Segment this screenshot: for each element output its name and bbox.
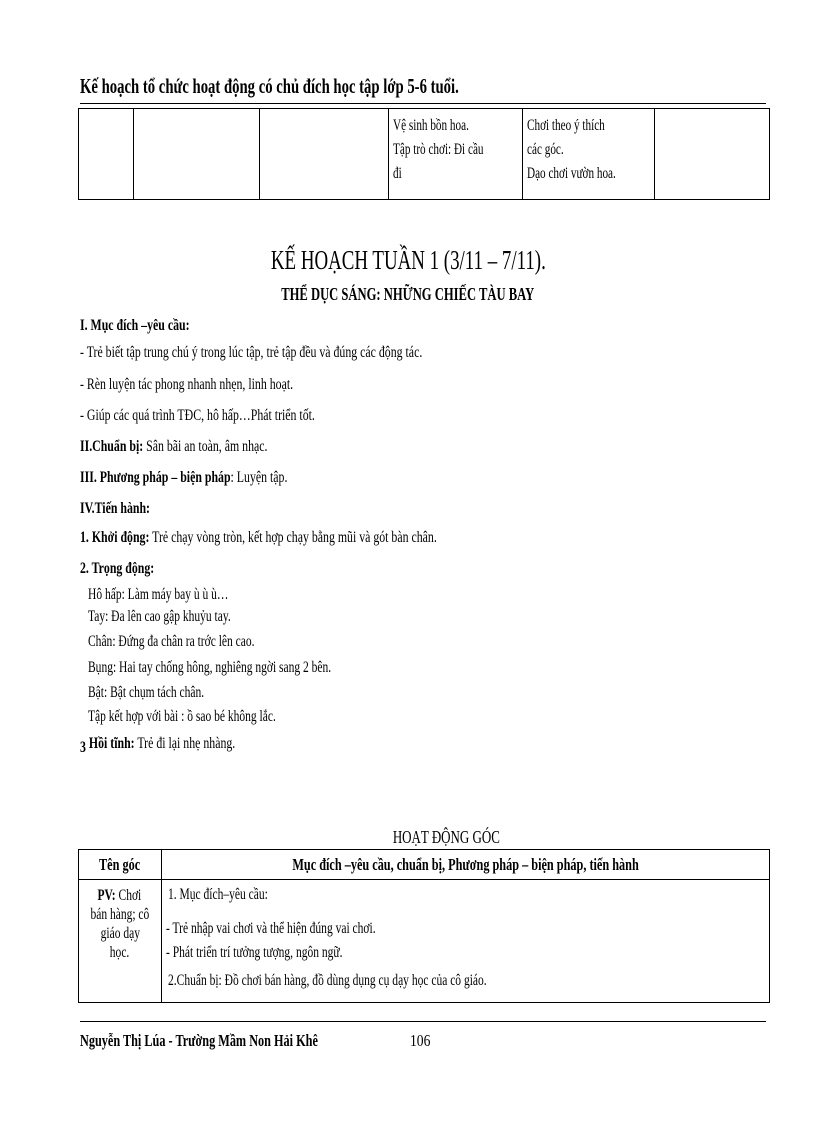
cell-line: Tập trò chơi: Đi cầu — [393, 141, 484, 158]
table-cell — [134, 109, 260, 200]
footer-author-text: Nguyễn Thị Lúa - Trường Mầm Non Hải Khê — [80, 1031, 318, 1050]
step-text: Trẻ chạy vòng tròn, kết hợp chạy bằng mũi và gót bàn chân. — [149, 529, 437, 546]
table-cell — [655, 109, 770, 200]
method-label: III. Phương pháp – biện pháp — [80, 469, 231, 486]
preparation-text: Sân bãi an toàn, âm nhạc. — [143, 438, 268, 455]
cell-line: Dạo chơi vườn hoa. — [527, 165, 617, 182]
page-header-title — [80, 74, 621, 98]
corner-label: giáo dạy — [100, 925, 140, 942]
section-preparation — [80, 437, 333, 457]
exercise-line — [88, 707, 349, 727]
header-rule — [80, 103, 766, 104]
table-cell — [161, 880, 769, 1003]
table-header-row — [79, 850, 770, 880]
goal-text: - Rèn luyện tác phong nhanh nhẹn, linh hoạt. — [80, 376, 294, 393]
corner-label-bold: PV: — [97, 887, 117, 904]
table-cell — [79, 880, 162, 1003]
page-number-text: 106 — [410, 1031, 431, 1050]
table-cell — [79, 109, 134, 200]
cell-line: các góc. — [527, 141, 564, 158]
step-cooldown — [80, 734, 290, 754]
step-label: 1. Khởi động: — [80, 529, 150, 546]
exercise-text: Bụng: Hai tay chống hông, nghiêng ngời sang 2 bên. — [88, 659, 332, 676]
exercise-text: Hô hấp: Làm máy bay ù ù ù… — [88, 586, 229, 603]
exercise-text: Tay: Đa lên cao gập khuỷu tay. — [88, 608, 231, 625]
section-purpose-heading — [80, 316, 228, 336]
exercise-line — [88, 658, 426, 678]
goal-text: - Giúp các quá trình TĐC, hô hấp…Phát triển tốt. — [80, 407, 315, 424]
header-text: Tên góc — [99, 854, 141, 874]
preparation-label: II.Chuẩn bị: — [80, 438, 144, 455]
corners-table — [78, 849, 770, 1003]
table-row — [79, 109, 770, 200]
plan-title-text: KẾ HOẠCH TUẦN 1 (3/11 – 7/11). — [270, 245, 546, 275]
table-cell — [260, 109, 389, 200]
corners-title-text: HOẠT ĐỘNG GÓC — [392, 827, 500, 847]
exercise-text: Bật: Bật chụm tách chân. — [88, 684, 205, 701]
exercise-line — [88, 683, 249, 703]
cell-line: Chơi theo ý thích — [527, 117, 606, 134]
cell-line: đi — [393, 165, 402, 182]
step-number: 3 — [80, 739, 86, 756]
section-heading-text: I. Mục đích –yêu cầu: — [80, 317, 190, 334]
corner-detail-line: 2.Chuẩn bị: Đồ chơi bán hàng, đồ dùng dụng cụ dạy học của cô giáo. — [167, 972, 487, 989]
exercise-text: Chân: Đứng đa chân ra trớc lên cao. — [88, 633, 255, 650]
corner-detail-line: 1. Mục đích–yêu cầu: — [167, 886, 268, 903]
table-cell — [389, 109, 523, 200]
header-title-text: Kế hoạch tổ chức hoạt động có chủ đích học tập lớp 5-6 tuổi. — [80, 74, 459, 98]
table-row — [79, 880, 770, 1003]
corner-label: Chơi — [116, 887, 142, 904]
step-text: Trẻ đi lại nhẹ nhàng. — [134, 735, 236, 752]
section-method — [80, 468, 360, 488]
table-cell — [523, 109, 655, 200]
corner-detail-line: - Phát triển trí tưởng tượng, ngôn ngữ. — [165, 944, 343, 961]
plan-subtitle-text: THỂ DỤC SÁNG: NHỮNG CHIẾC TÀU BAY — [281, 284, 535, 304]
plan-subtitle — [0, 283, 816, 305]
section-heading-text: IV.Tiến hành: — [80, 500, 150, 517]
section-procedure-heading — [80, 499, 175, 519]
goal-line — [80, 406, 397, 426]
corner-label: bán hàng; cô — [90, 906, 150, 923]
corner-detail-line: - Trẻ nhập vai chơi và thể hiện đúng vai chơi. — [165, 920, 376, 937]
corners-title — [0, 826, 816, 848]
page-number — [410, 1030, 436, 1052]
exercise-text: Tập kết hợp với bài : ồ sao bé không lắc. — [88, 708, 276, 725]
plan-title — [0, 244, 816, 276]
goal-text: - Trẻ biết tập trung chú ý trong lúc tập, trẻ tập đều và đúng các động tác. — [80, 344, 423, 361]
corner-label: học. — [110, 944, 130, 961]
goal-line — [80, 343, 543, 363]
cell-line: Vệ sinh bồn hoa. — [393, 117, 469, 134]
header-text: Mục đích –yêu cầu, chuẩn bị, Phương pháp – biện pháp, tiến hành — [292, 854, 639, 874]
method-text: : Luyện tập. — [230, 469, 288, 486]
table-header-cell — [161, 850, 769, 880]
step-label: Hồi tĩnh: — [85, 735, 135, 752]
exercise-line — [88, 632, 319, 652]
goal-line — [80, 375, 368, 395]
footer-rule — [80, 1021, 766, 1022]
step-label: 2. Trọng động: — [80, 560, 155, 577]
schedule-table-continuation — [78, 108, 770, 200]
footer-author — [80, 1030, 410, 1052]
step-warmup — [80, 528, 562, 548]
exercise-line — [88, 607, 286, 627]
step-main-heading — [80, 559, 180, 579]
exercise-line — [88, 585, 283, 605]
table-header-cell — [79, 850, 162, 880]
